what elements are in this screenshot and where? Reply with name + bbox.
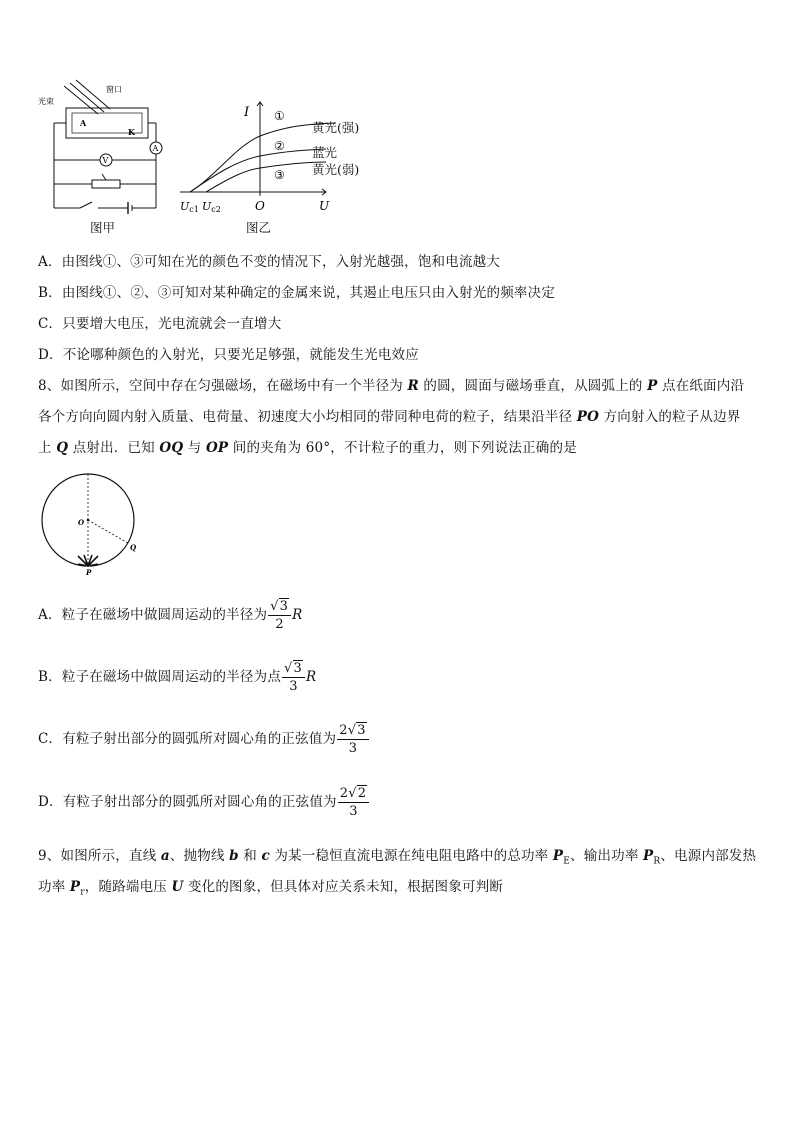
q8-stem-line2: 各个方向向圆内射入质量、电荷量、初速度大小均相同的带同种电荷的粒子，结果沿半径 PO 方向射入的粒子从边界 <box>38 409 741 425</box>
point-q-label: Q <box>130 543 137 552</box>
y-axis-label: I <box>244 105 250 120</box>
q8-stem-line3: 上 Q 点射出．已知 OQ 与 OP 间的夹角为 60°，不计粒子的重力，则下列说法正确的是 <box>38 440 577 456</box>
q7-option-c: C．只要增大电压，光电流就会一直增大 <box>38 316 282 332</box>
window-label: 窗口 <box>106 85 122 94</box>
curve2-number: ② <box>274 139 285 153</box>
plate-a-label: A <box>80 118 87 128</box>
q8-stem-line1: 8、如图所示，空间中存在匀强磁场，在磁场中有一个半径为 R 的圆，圆面与磁场垂直，从圆弧上的 P 点在纸面内沿 <box>38 378 745 394</box>
caption-fig-a: 图甲 <box>90 220 116 235</box>
figure-apparatus <box>36 78 166 238</box>
point-p-label: P <box>86 568 92 577</box>
figure-magnetic-circle <box>38 470 148 578</box>
curve2-label: 蓝光 <box>312 145 338 160</box>
figure-iu-graph <box>176 96 376 220</box>
caption-fig-b: 图乙 <box>246 220 272 235</box>
q8-option-c: C．有粒子射出部分的圆弧所对圆心角的正弦值为 $\frac{2√3}{3}$ <box>38 722 370 757</box>
q7-option-a: A．由图线①、③可知在光的颜色不变的情况下，入射光越强，饱和电流越大 <box>38 254 501 270</box>
curve3-number: ③ <box>274 168 285 182</box>
center-o-label: O <box>78 518 85 527</box>
q7-option-b: B．由图线①、②、③可知对某种确定的金属来说，其遏止电压只由入射光的频率决定 <box>38 285 556 301</box>
q9-stem-line1: 9、如图所示，直线 a、抛物线 b 和 c 为某一稳恒直流电源在纯电阻电路中的总功率 $P_E$、输出功率 $P_R$、电源内部发热 <box>38 848 757 867</box>
beam-label: 光束 <box>38 97 54 106</box>
q8-option-a: A．粒子在磁场中做圆周运动的半径为 $\frac{√3}{2}$ R <box>38 599 303 632</box>
uc1-label: Uc1 <box>180 200 199 214</box>
curve1-number: ① <box>274 109 285 123</box>
plate-k-label: K <box>128 127 135 137</box>
curve3-label: 黄光(弱) <box>312 162 360 177</box>
q8-option-d: D．有粒子射出部分的圆弧所对圆心角的正弦值为 $\frac{2√2}{3}$ <box>38 785 370 820</box>
origin-label: O <box>255 199 265 213</box>
ammeter-label: A <box>152 144 159 153</box>
q8-option-b: B．粒子在磁场中做圆周运动的半径为点 $\frac{√3}{3}$ R <box>38 661 317 694</box>
x-axis-label: U <box>319 199 330 213</box>
q9-stem-line2: 功率 $P_r$，随路端电压 U 变化的图象，但具体对应关系未知，根据图象可判断 <box>38 879 504 898</box>
curve1-label: 黄光(强) <box>312 120 360 135</box>
voltmeter-label: V <box>102 156 109 165</box>
q7-option-d: D．不论哪种颜色的入射光，只要光足够强，就能发生光电效应 <box>38 347 419 363</box>
uc2-label: Uc2 <box>202 200 221 214</box>
